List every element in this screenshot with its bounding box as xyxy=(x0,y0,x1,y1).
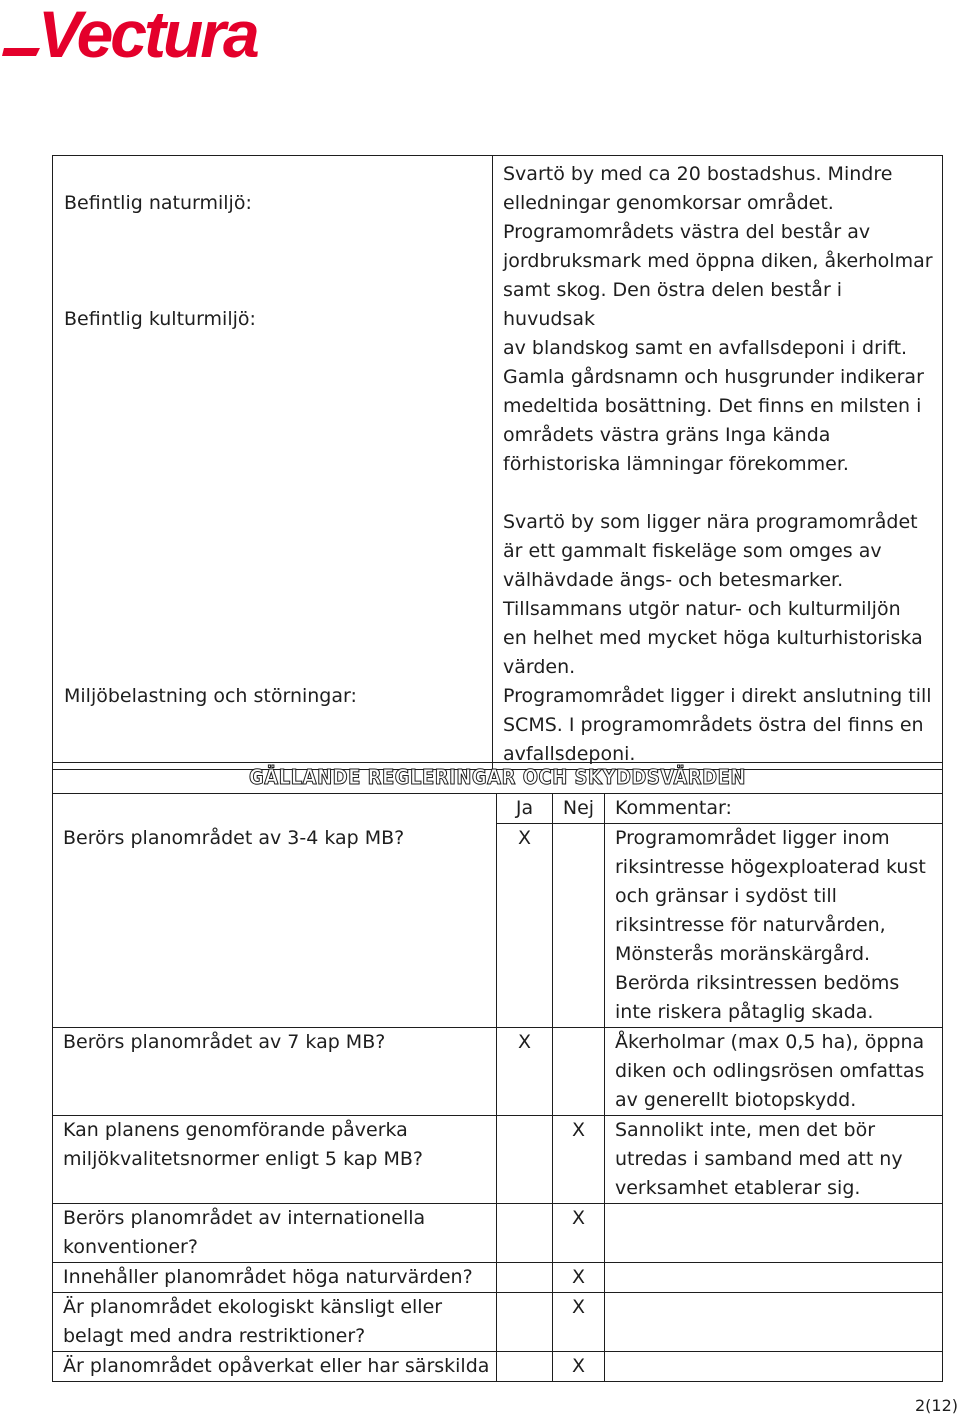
text-line: välhävdade ängs- och betesmarker. xyxy=(503,569,844,591)
text-line: Svartö by som ligger nära programområdet xyxy=(503,511,918,533)
environment-text-cell xyxy=(493,156,943,770)
regulations-table xyxy=(52,762,943,1382)
comment-cell xyxy=(605,1204,943,1263)
question-line: belagt med andra restriktioner? xyxy=(63,1325,366,1347)
text-line: områdets västra gräns Inga kända xyxy=(503,424,831,446)
comment-line: inte riskera påtaglig skada. xyxy=(615,1001,874,1023)
comment-line: verksamhet etablerar sig. xyxy=(615,1177,861,1199)
yes-cell xyxy=(497,1263,553,1293)
text-line: medeltida bosättning. Det finns en milsten i xyxy=(503,395,922,417)
text-line: av blandskog samt en avfallsdeponi i drift. xyxy=(503,337,908,359)
question-cell xyxy=(53,1116,497,1204)
comment-line: Sannolikt inte, men det bör xyxy=(615,1119,876,1141)
question-cell xyxy=(53,1263,497,1293)
no-cell: X xyxy=(553,1293,605,1352)
question-line: Är planområdet ekologiskt känsligt eller xyxy=(63,1296,443,1318)
no-cell xyxy=(553,1028,605,1116)
text-line: SCMS. I programområdets östra del finns en xyxy=(503,714,924,736)
page-number: 2(12) xyxy=(914,1396,958,1415)
yes-cell xyxy=(497,1116,553,1204)
question-line: miljökvalitetsnormer enligt 5 kap MB? xyxy=(63,1148,423,1170)
table-row xyxy=(53,1263,943,1293)
text-line: Gamla gårdsnamn och husgrunder indikerar xyxy=(503,366,924,388)
comment-cell xyxy=(605,824,943,1028)
table-row xyxy=(53,1204,943,1263)
question-cell xyxy=(53,1028,497,1116)
comment-cell xyxy=(605,1263,943,1293)
header-yes: Ja xyxy=(497,794,553,824)
comment-line: Mönsterås moränskärgård. xyxy=(615,943,871,965)
question-line: Berörs planområdet av 3-4 kap MB? xyxy=(63,826,405,849)
text-line: är ett gammalt fiskeläge som omges av xyxy=(503,540,882,562)
text-line: värden. xyxy=(503,656,576,678)
no-cell: X xyxy=(553,1352,605,1382)
comment-line: och gränsar i sydöst till xyxy=(615,885,837,907)
header-row xyxy=(53,794,943,824)
no-cell: X xyxy=(553,1263,605,1293)
yes-cell xyxy=(497,1293,553,1352)
question-cell xyxy=(53,1204,497,1263)
question-cell xyxy=(53,1352,497,1382)
text-line: en helhet med mycket höga kulturhistoriska xyxy=(503,627,923,649)
text-line: elledningar genomkorsar området. xyxy=(503,192,834,214)
comment-line: utredas i samband med att ny xyxy=(615,1148,903,1170)
no-cell: X xyxy=(553,1204,605,1263)
question-cell xyxy=(53,1293,497,1352)
yes-cell xyxy=(497,1204,553,1263)
question-line: konventioner? xyxy=(63,1236,198,1258)
comment-line: Programområdet ligger inom xyxy=(615,827,890,849)
comment-cell xyxy=(605,1116,943,1204)
text-line: förhistoriska lämningar förekommer. xyxy=(503,453,849,475)
comment-line: av generellt biotopskydd. xyxy=(615,1089,857,1111)
comment-cell xyxy=(605,1352,943,1382)
question-cell xyxy=(53,824,497,1028)
vectura-logo xyxy=(2,0,277,71)
table-row xyxy=(53,1293,943,1352)
table-row xyxy=(53,824,943,1028)
text-line: Programområdets västra del består av xyxy=(503,221,871,243)
question-line: Är planområdet opåverkat eller har särskilda xyxy=(63,1355,490,1377)
question-line: Innehåller planområdet höga naturvärden? xyxy=(63,1266,473,1288)
comment-line: Berörda riksintressen bedöms xyxy=(615,972,900,994)
comment-line: riksintresse högexploaterad kust xyxy=(615,856,926,878)
comment-cell xyxy=(605,1028,943,1116)
table-row xyxy=(53,1028,943,1116)
label-disturbance: Miljöbelastning och störningar: xyxy=(64,685,357,707)
header-comment: Kommentar: xyxy=(605,794,943,824)
logo-text: Vectura xyxy=(38,0,257,71)
comment-line: diken och odlingsrösen omfattas xyxy=(615,1060,925,1082)
label-natural: Befintlig naturmiljö: xyxy=(64,192,252,214)
comment-cell xyxy=(605,1293,943,1352)
text-line: avfallsdeponi. xyxy=(503,743,636,765)
text-line: samt skog. Den östra delen består i huvudsak xyxy=(503,279,843,330)
environment-table xyxy=(52,155,943,770)
section-title-cell xyxy=(53,763,943,794)
table-row xyxy=(53,1352,943,1382)
yes-cell: X xyxy=(497,1028,553,1116)
yes-cell xyxy=(497,1352,553,1382)
question-line: Berörs planområdet av internationella xyxy=(63,1207,426,1229)
no-cell: X xyxy=(553,1116,605,1204)
label-cultural: Befintlig kulturmiljö: xyxy=(64,308,256,330)
no-cell xyxy=(553,824,605,1028)
question-line: Berörs planområdet av 7 kap MB? xyxy=(63,1031,386,1053)
comment-line: Åkerholmar (max 0,5 ha), öppna xyxy=(615,1031,925,1053)
header-blank xyxy=(53,794,497,824)
question-line: Kan planens genomförande påverka xyxy=(63,1119,408,1141)
comment-line: riksintresse för naturvården, xyxy=(615,914,886,936)
header-no: Nej xyxy=(553,794,605,824)
environment-labels-cell xyxy=(53,156,493,770)
text-line: Svartö by med ca 20 bostadshus. Mindre xyxy=(503,163,893,185)
table-row xyxy=(53,1116,943,1204)
yes-cell: X xyxy=(497,824,553,1028)
text-line: Programområdet ligger i direkt anslutning till xyxy=(503,685,932,707)
text-line: Tillsammans utgör natur- och kulturmiljön xyxy=(503,598,901,620)
section-title: GÄLLANDE REGLERINGAR OCH SKYDDSVÄRDEN xyxy=(249,765,746,789)
text-line: jordbruksmark med öppna diken, åkerholmar xyxy=(503,250,933,272)
